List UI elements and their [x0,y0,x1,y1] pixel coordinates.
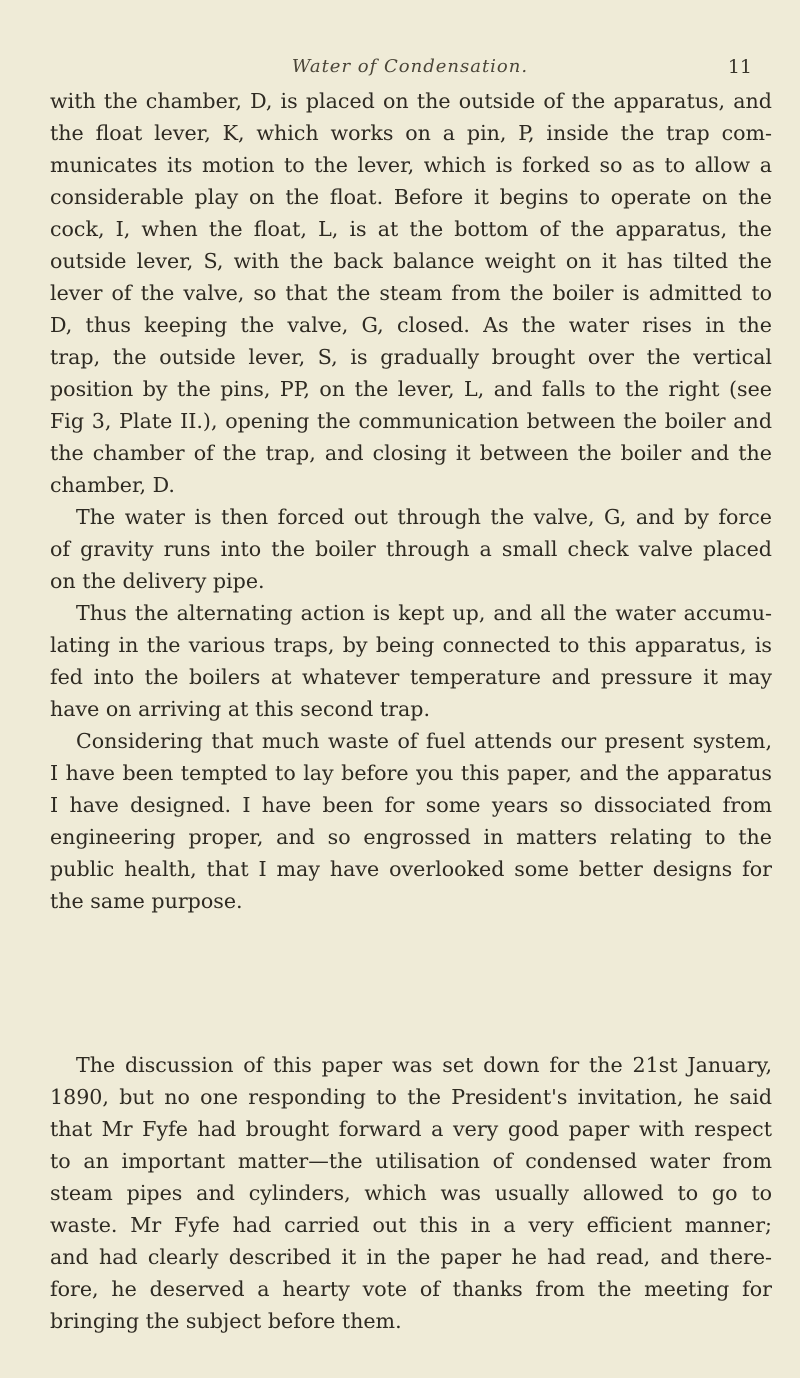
paragraph [50,501,772,597]
text-line: public health, that I may have overlooked some better designs for [50,857,772,881]
text-line: engineering proper, and so engrossed in matters relating to the [50,825,772,849]
text-line: Considering that much waste of fuel attends our present system, [76,729,772,753]
text-line: bringing the subject before them. [50,1309,402,1333]
text-line: lating in the various traps, by being connected to this apparatus, is [50,633,772,657]
text-line: to an important matter—the utilisation of condensed water from [50,1149,772,1173]
text-line: that Mr Fyfe had brought forward a very good paper with respect [50,1117,772,1141]
text-line: Fig 3, Plate II.), opening the communication between the boiler and [50,409,772,433]
text-line: considerable play on the float. Before it begins to operate on the [50,185,772,209]
text-line: trap, the outside lever, S, is gradually brought over the vertical [50,345,772,369]
paragraph [50,725,772,917]
text-line: have on arriving at this second trap. [50,697,431,721]
text-line: I have been tempted to lay before you this paper, and the apparatus [50,761,772,785]
text-line: the same purpose. [50,889,243,913]
text-line: The water is then forced out through the valve, G, and by force [76,505,772,529]
running-title: Water of Condensation. [291,56,529,77]
text-line: outside lever, S, with the back balance weight on it has tilted the [50,249,772,273]
text-line: and had clearly described it in the paper he had read, and there- [50,1245,772,1269]
text-line: steam pipes and cylinders, which was usually allowed to go to [50,1181,772,1205]
text-line: 1890, but no one responding to the President's invitation, he said [50,1085,772,1109]
main-text [50,85,772,917]
text-line: of gravity runs into the boiler through a small check valve placed [50,537,772,561]
text-line: with the chamber, D, is placed on the outside of the apparatus, and [50,89,772,113]
paragraph [50,597,772,725]
text-line: lever of the valve, so that the steam from the boiler is admitted to [50,281,772,305]
text-line: fed into the boilers at whatever temperature and pressure it may [50,665,772,689]
text-line: fore, he deserved a hearty vote of thanks from the meeting for [50,1277,772,1301]
text-line: the chamber of the trap, and closing it between the boiler and the [50,441,772,465]
text-line: on the delivery pipe. [50,569,265,593]
discussion-text [50,1049,772,1337]
text-line: cock, I, when the float, L, is at the bottom of the apparatus, the [50,217,772,241]
text-line: the float lever, K, which works on a pin, P, inside the trap com- [50,121,772,145]
text-line: D, thus keeping the valve, G, closed. As the water rises in the [50,313,772,337]
paragraph-continued [50,85,772,501]
page-number: 11 [727,56,752,78]
text-line: The discussion of this paper was set down for the 21st January, [76,1053,772,1077]
text-line: chamber, D. [50,473,175,497]
text-line: waste. Mr Fyfe had carried out this in a very efficient manner; [50,1213,772,1237]
text-line: position by the pins, PP, on the lever, L, and falls to the right (see [50,377,772,401]
text-line: municates its motion to the lever, which is forked so as to allow a [50,153,772,177]
text-line: I have designed. I have been for some years so dissociated from [50,793,772,817]
running-head [50,56,770,86]
text-line: Thus the alternating action is kept up, and all the water accumu- [76,601,772,625]
paragraph-discussion [50,1049,772,1337]
